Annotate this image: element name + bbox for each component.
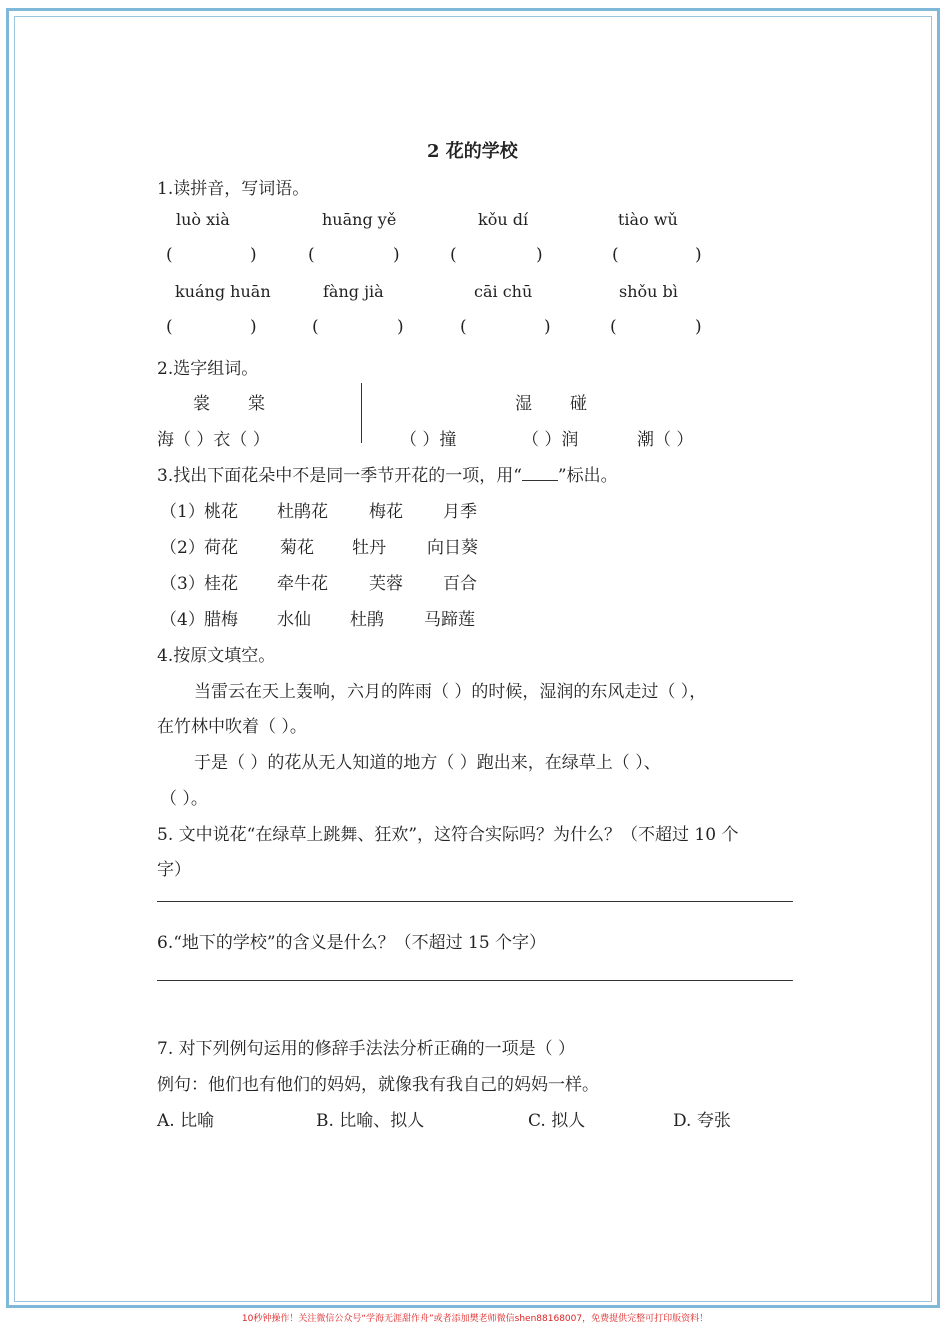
answer-line (157, 980, 793, 981)
flower-item: 菊花 (280, 538, 314, 558)
option-a: A. 比喻 (157, 1111, 215, 1131)
pinyin-2: huāng yě (322, 210, 397, 229)
q5-question: 5. 文中说花“在绿草上跳舞、狂欢”，这符合实际吗？为什么？（不超过 10 个 (157, 825, 739, 845)
q4-line: （ ）。 (160, 789, 208, 809)
blank-close: ) (393, 245, 400, 265)
q5-question-cont: 字） (157, 860, 191, 880)
q4-line: 于是（ ）的花从无人知道的地方（ ）跑出来，在绿草上（ ）、 (194, 753, 661, 773)
option-c: C. 拟人 (528, 1111, 586, 1131)
q4-line: 当雷云在天上轰响，六月的阵雨（ ）的时候，湿润的东风走过（ ）， (194, 682, 707, 702)
option-b: B. 比喻、拟人 (316, 1111, 425, 1131)
option-d: D. 夸张 (673, 1111, 731, 1131)
answer-underline (522, 466, 558, 481)
flower-item: 水仙 (277, 610, 311, 630)
pinyin-1: luò xià (176, 210, 230, 229)
blank-open: ( (460, 317, 467, 337)
flower-item: 桂花 (204, 574, 238, 594)
footer-notice: 10秒钟操作！关注微信公众号“学海无涯甜作舟”或者添加樊老师微信shen88168007，免费提供完整可打印版资料！ (241, 1314, 709, 1324)
char-option: 湿 (515, 394, 532, 414)
flower-item: 马蹄莲 (424, 610, 475, 630)
char-option: 裳 (193, 394, 210, 414)
blank-close: ) (695, 317, 702, 337)
flower-item: 芙蓉 (369, 574, 403, 594)
q3-row-num: （1） (160, 502, 205, 522)
flower-item: 桃花 (204, 502, 238, 522)
blank-open: ( (308, 245, 315, 265)
pinyin-5: kuáng huān (175, 282, 271, 301)
char-option: 碰 (570, 394, 587, 414)
flower-item: 月季 (443, 502, 477, 522)
divider (361, 383, 362, 443)
pinyin-7: cāi chū (474, 282, 533, 301)
blank-close: ) (695, 245, 702, 265)
flower-item: 百合 (443, 574, 477, 594)
flower-item: 荷花 (204, 538, 238, 558)
blank-open: ( (610, 317, 617, 337)
q4-heading: 4.按原文填空。 (157, 646, 276, 666)
flower-item: 杜鹃花 (277, 502, 328, 522)
page-title: 2 花的学校 (427, 141, 518, 162)
q3-row-num: （3） (160, 574, 205, 594)
blank-open: ( (612, 245, 619, 265)
blank-open: ( (166, 245, 173, 265)
q2-right-item: （ ）撞 (400, 430, 457, 450)
pinyin-4: tiào wǔ (618, 210, 678, 229)
q1-heading: 1.读拼音，写词语。 (157, 179, 310, 199)
pinyin-8: shǒu bì (619, 282, 678, 301)
blank-open: ( (312, 317, 319, 337)
blank-close: ) (397, 317, 404, 337)
flower-item: 梅花 (369, 502, 403, 522)
q2-right-item: （ ）润 (522, 430, 579, 450)
char-option: 棠 (248, 394, 265, 414)
flower-item: 牵牛花 (277, 574, 328, 594)
answer-line (157, 901, 793, 902)
q3-row-num: （2） (160, 538, 205, 558)
page-border-inner (14, 16, 932, 1302)
q4-line: 在竹林中吹着（ ）。 (157, 717, 307, 737)
q2-heading: 2.选字组词。 (157, 359, 259, 379)
blank-close: ) (250, 317, 257, 337)
blank-close: ) (544, 317, 551, 337)
q3-row-num: （4） (160, 610, 205, 630)
q3-heading-pre: 3.找出下面花朵中不是同一季节开花的一项，用“ (157, 466, 522, 486)
blank-open: ( (450, 245, 457, 265)
q2-right-item: 潮（ ） (637, 430, 694, 450)
flower-item: 向日葵 (427, 538, 478, 558)
flower-item: 腊梅 (204, 610, 238, 630)
q6-question: 6.“地下的学校”的含义是什么？（不超过 15 个字） (157, 933, 547, 953)
q2-left-items: 海（ ）衣（ ） (157, 430, 270, 450)
blank-close: ) (250, 245, 257, 265)
blank-close: ) (536, 245, 543, 265)
q3-heading (157, 461, 618, 486)
flower-item: 杜鹃 (350, 610, 384, 630)
q3-heading-post: ”标出。 (557, 466, 618, 486)
flower-item: 牡丹 (352, 538, 386, 558)
q7-example: 例句：他们也有他们的妈妈，就像我有我自己的妈妈一样。 (157, 1075, 599, 1095)
q7-question: 7. 对下列例句运用的修辞手法法分析正确的一项是（ ） (157, 1039, 576, 1059)
pinyin-3: kǒu dí (478, 210, 529, 229)
pinyin-6: fàng jià (323, 282, 384, 301)
blank-open: ( (166, 317, 173, 337)
